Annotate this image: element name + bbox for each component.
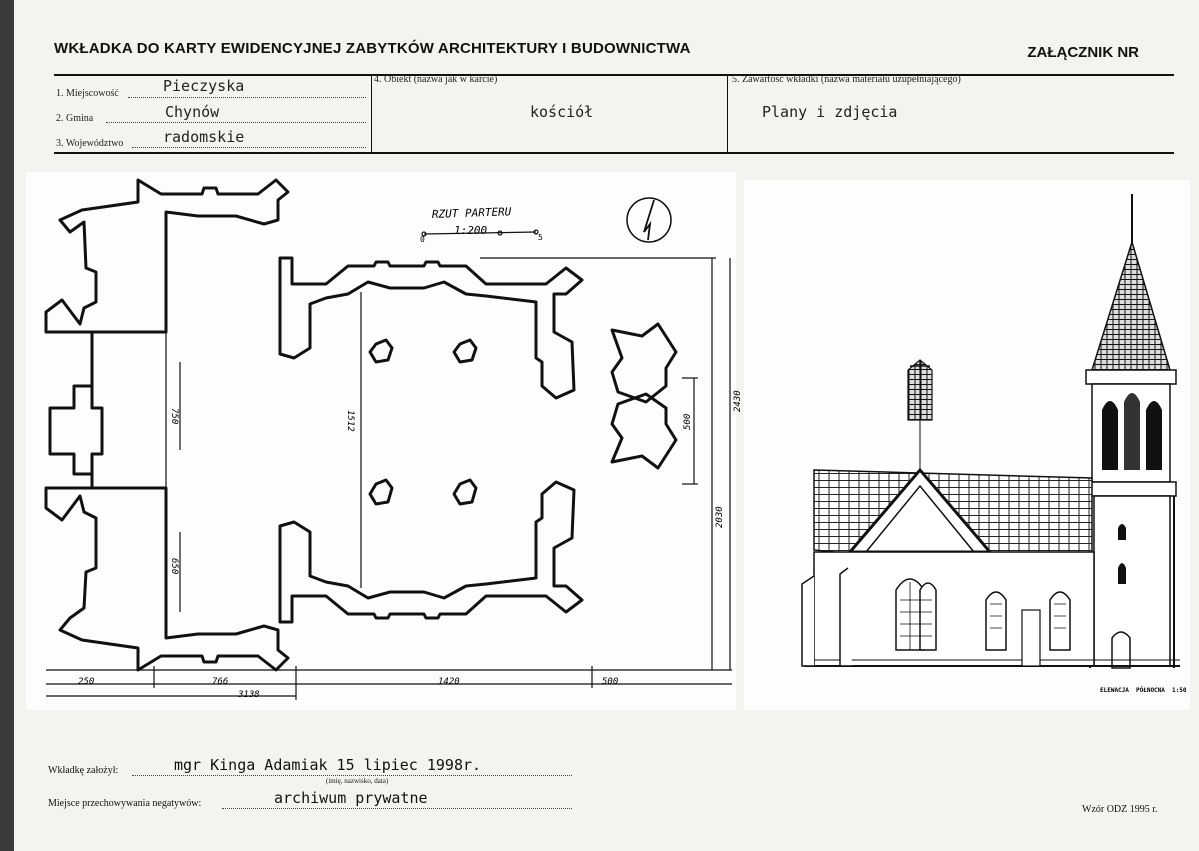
dim-2430: 2430 <box>733 390 743 412</box>
plan-sacristy-north <box>612 324 676 402</box>
dim-500-bottom: 500 <box>602 677 619 687</box>
plan-pier-2 <box>454 340 476 362</box>
elevation-caption-left: ELEWACJA <box>1100 687 1129 694</box>
elevation-caption-scale: 1:50 <box>1172 687 1187 694</box>
dim-750: 750 <box>169 408 179 425</box>
dim-766: 766 <box>212 677 229 687</box>
floor-plan-panel <box>26 172 743 710</box>
author-label: Wkładkę założył: <box>48 765 119 776</box>
plan-scale-end: 5 <box>538 233 543 242</box>
locality-value: Pieczyska <box>163 77 245 95</box>
elevation-panel <box>744 180 1190 710</box>
header-bottom-rule <box>54 152 1174 154</box>
annex-number-label: ZAŁĄCZNIK NR <box>1027 44 1139 61</box>
plan-nave-north <box>280 258 582 398</box>
object-label: 4. Obiekt (nazwa jak w karcie) <box>374 74 498 85</box>
dim-3138: 3138 <box>238 690 260 700</box>
record-sheet <box>14 0 1199 851</box>
plan-nave-south <box>280 482 582 622</box>
plan-pier-4 <box>454 480 476 504</box>
commune-dots <box>106 122 366 123</box>
bell-tower <box>1086 194 1176 668</box>
elevation-caption-mid: PÓŁNOCNA <box>1136 687 1165 694</box>
dim-2030: 2030 <box>715 506 725 528</box>
column-divider-2 <box>727 74 728 153</box>
plan-west-porch <box>50 386 102 474</box>
storage-label: Miejsce przechowywania negatywów: <box>48 798 202 809</box>
voivodeship-dots <box>132 147 366 148</box>
floor-plan-drawing <box>26 172 743 710</box>
plan-west-wing-top <box>46 180 288 332</box>
voivodeship-label: 3. Województwo <box>56 138 124 149</box>
author-value: mgr Kinga Adamiak 15 lipiec 1998r. <box>174 756 482 774</box>
commune-label: 2. Gmina <box>56 113 94 124</box>
column-divider-1 <box>371 74 372 153</box>
storage-value: archiwum prywatne <box>274 789 428 807</box>
dim-1512: 1512 <box>345 410 355 432</box>
locality-label: 1. Miejscowość <box>56 88 119 99</box>
dim-1420: 1420 <box>438 677 460 687</box>
plan-west-wing-bottom <box>46 488 288 670</box>
window-2 <box>920 583 936 650</box>
form-stamp: Wzór ODZ 1995 r. <box>1082 804 1158 815</box>
plan-sacristy-south <box>612 394 676 468</box>
header-top-rule <box>54 74 1174 76</box>
form-title: WKŁADKA DO KARTY EWIDENCYJNEJ ZABYTKÓW ARCHITEKTURY I BUDOWNICTWA <box>54 40 691 57</box>
storage-dots <box>222 808 572 809</box>
plan-scale: 1:200 <box>454 224 488 237</box>
dim-650: 650 <box>169 558 179 575</box>
north-elevation-drawing <box>744 180 1190 710</box>
contents-label: 5. Zawartość wkładki (nazwa materiału uzupełniającego) <box>732 74 961 85</box>
author-dots <box>132 775 572 776</box>
contents-value: Plany i zdjęcia <box>762 103 898 121</box>
voivodeship-value: radomskie <box>163 128 245 146</box>
plan-scale-start: 0 <box>420 235 425 244</box>
plan-pier-3 <box>370 480 392 504</box>
plan-pier-1 <box>370 340 392 362</box>
dim-250: 250 <box>78 677 95 687</box>
window-4 <box>1050 592 1070 650</box>
north-arrow-icon <box>644 200 654 240</box>
object-value: kościół <box>530 103 594 121</box>
dim-500-right: 500 <box>683 413 693 430</box>
commune-value: Chynów <box>165 103 220 121</box>
plan-title: RZUT PARTERU <box>431 205 512 221</box>
locality-dots <box>128 97 366 98</box>
author-note: (imię, nazwisko, data) <box>326 777 389 785</box>
window-3 <box>986 592 1006 650</box>
